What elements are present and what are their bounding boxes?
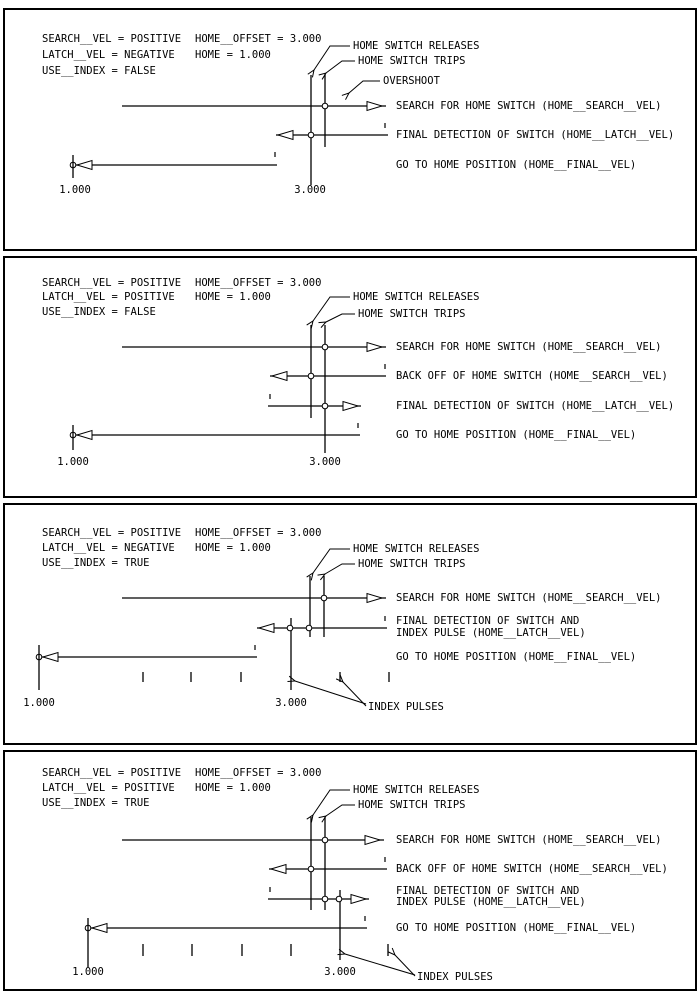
left-arrow-icon xyxy=(77,431,92,440)
index-point-marker xyxy=(287,625,293,631)
label-gohome-move: GO TO HOME POSITION (HOME__FINAL__VEL) xyxy=(396,158,637,171)
callout-home-switch-releases: HOME SWITCH RELEASES xyxy=(353,290,480,303)
trips-leader-arrow-icon xyxy=(326,61,355,73)
param-use-index: USE__INDEX = TRUE xyxy=(42,556,150,569)
releases-leader-arrow-icon xyxy=(313,790,350,815)
param-home-offset: HOME__OFFSET = 3.000 xyxy=(195,766,322,779)
label-search-move: SEARCH FOR HOME SWITCH (HOME__SEARCH__VEL) xyxy=(396,99,662,112)
label-backoff-move: BACK OFF OF HOME SWITCH (HOME__SEARCH__VEL) xyxy=(396,369,668,382)
releases-leader-arrow-icon xyxy=(313,549,350,573)
panel-3-border xyxy=(4,504,696,744)
label-backoff-move: BACK OFF OF HOME SWITCH (HOME__SEARCH__VEL) xyxy=(396,862,668,875)
callout-home-switch-releases: HOME SWITCH RELEASES xyxy=(353,39,480,52)
param-home: HOME = 1.000 xyxy=(195,290,271,303)
param-latch-vel: LATCH__VEL = NEGATIVE xyxy=(42,48,175,61)
param-use-index: USE__INDEX = FALSE xyxy=(42,64,156,77)
left-arrow-icon xyxy=(259,624,274,633)
label-final-move: FINAL DETECTION OF SWITCH (HOME__LATCH__VEL) xyxy=(396,399,675,412)
trips-leader-arrow-icon xyxy=(325,564,355,574)
trip-point-marker xyxy=(321,595,327,601)
trip-point-marker xyxy=(322,403,328,409)
axis-home-value: 1.000 xyxy=(72,965,104,978)
left-arrow-icon xyxy=(272,372,287,381)
param-home: HOME = 1.000 xyxy=(195,541,271,554)
trip-point-marker xyxy=(322,837,328,843)
label-final-move-line1: FINAL DETECTION OF SWITCH AND xyxy=(396,614,580,627)
callout-home-switch-trips: HOME SWITCH TRIPS xyxy=(358,54,466,67)
releases-leader-arrow-icon xyxy=(313,297,350,321)
trip-point-marker xyxy=(322,103,328,109)
left-arrow-icon xyxy=(92,924,107,933)
param-search-vel: SEARCH__VEL = POSITIVE xyxy=(42,32,182,45)
left-arrow-icon xyxy=(278,131,293,140)
release-point-marker xyxy=(306,625,312,631)
param-home: HOME = 1.000 xyxy=(195,781,271,794)
right-arrow-icon xyxy=(367,102,382,111)
label-final-move-line2: INDEX PULSE (HOME__LATCH__VEL) xyxy=(396,626,586,639)
axis-offset-value: 3.000 xyxy=(324,965,356,978)
left-arrow-icon xyxy=(271,865,286,874)
label-final-move: FINAL DETECTION OF SWITCH (HOME__LATCH__VEL) xyxy=(396,128,675,141)
label-index-pulses: INDEX PULSES xyxy=(417,970,493,983)
param-home-offset: HOME__OFFSET = 3.000 xyxy=(195,276,322,289)
param-search-vel: SEARCH__VEL = POSITIVE xyxy=(42,526,182,539)
param-latch-vel: LATCH__VEL = POSITIVE xyxy=(42,781,175,794)
axis-offset-value: 3.000 xyxy=(294,183,326,196)
param-home: HOME = 1.000 xyxy=(195,48,271,61)
axis-offset-value: 3.000 xyxy=(275,696,307,709)
param-search-vel: SEARCH__VEL = POSITIVE xyxy=(42,766,182,779)
left-arrow-icon xyxy=(43,653,58,662)
label-search-move: SEARCH FOR HOME SWITCH (HOME__SEARCH__VEL) xyxy=(396,340,662,353)
index-pulses-arrow-icon xyxy=(343,682,366,706)
release-point-marker xyxy=(308,373,314,379)
trips-leader-arrow-icon xyxy=(326,805,355,816)
param-use-index: USE__INDEX = TRUE xyxy=(42,796,150,809)
label-final-move-line2: INDEX PULSE (HOME__LATCH__VEL) xyxy=(396,895,586,908)
label-search-move: SEARCH FOR HOME SWITCH (HOME__SEARCH__VEL) xyxy=(396,591,662,604)
right-arrow-icon xyxy=(351,895,366,904)
index-pulse-ticks xyxy=(143,944,388,956)
right-arrow-icon xyxy=(365,836,380,845)
releases-leader-arrow-icon xyxy=(314,46,350,70)
callout-home-switch-releases: HOME SWITCH RELEASES xyxy=(353,542,480,555)
param-latch-vel: LATCH__VEL = NEGATIVE xyxy=(42,541,175,554)
axis-offset-value: 3.000 xyxy=(309,455,341,468)
right-arrow-icon xyxy=(367,594,382,603)
index-point-marker xyxy=(336,896,342,902)
label-gohome-move: GO TO HOME POSITION (HOME__FINAL__VEL) xyxy=(396,428,637,441)
left-arrow-icon xyxy=(77,161,92,170)
trips-leader-arrow-icon xyxy=(326,314,355,322)
label-gohome-move: GO TO HOME POSITION (HOME__FINAL__VEL) xyxy=(396,921,637,934)
axis-home-value: 1.000 xyxy=(23,696,55,709)
release-point-marker xyxy=(308,132,314,138)
axis-home-value: 1.000 xyxy=(57,455,89,468)
param-search-vel: SEARCH__VEL = POSITIVE xyxy=(42,276,182,289)
right-arrow-icon xyxy=(343,402,358,411)
label-gohome-move: GO TO HOME POSITION (HOME__FINAL__VEL) xyxy=(396,650,637,663)
axis-home-value: 1.000 xyxy=(59,183,91,196)
index-pulse-ticks xyxy=(143,672,389,682)
callout-home-switch-trips: HOME SWITCH TRIPS xyxy=(358,557,466,570)
index-pulses-arrow-icon xyxy=(395,955,415,976)
label-index-pulses: INDEX PULSES xyxy=(368,700,444,713)
panel-3-graphics xyxy=(4,504,696,744)
release-point-marker xyxy=(308,866,314,872)
trip-point-marker xyxy=(322,344,328,350)
label-search-move: SEARCH FOR HOME SWITCH (HOME__SEARCH__VEL) xyxy=(396,833,662,846)
callout-home-switch-releases: HOME SWITCH RELEASES xyxy=(353,783,480,796)
trip-point-marker xyxy=(322,896,328,902)
callout-home-switch-trips: HOME SWITCH TRIPS xyxy=(358,307,466,320)
param-home-offset: HOME__OFFSET = 3.000 xyxy=(195,32,322,45)
callout-home-switch-trips: HOME SWITCH TRIPS xyxy=(358,798,466,811)
right-arrow-icon xyxy=(367,343,382,352)
param-use-index: USE__INDEX = FALSE xyxy=(42,305,156,318)
param-home-offset: HOME__OFFSET = 3.000 xyxy=(195,526,322,539)
label-final-move-line1: FINAL DETECTION OF SWITCH AND xyxy=(396,884,580,897)
param-latch-vel: LATCH__VEL = POSITIVE xyxy=(42,290,175,303)
overshoot-leader-arrow-icon xyxy=(349,81,380,93)
callout-overshoot: OVERSHOOT xyxy=(383,74,440,87)
